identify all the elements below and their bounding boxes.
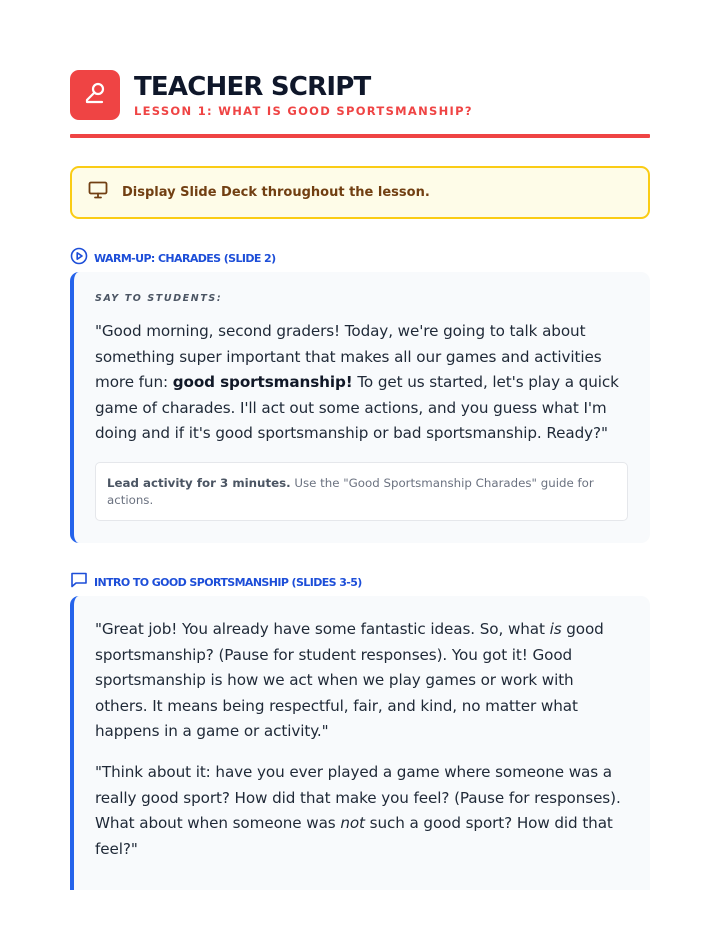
play-circle-icon xyxy=(70,247,88,270)
slide-deck-callout xyxy=(70,166,650,219)
warmup-script xyxy=(95,319,628,447)
note-text: Use the "Good Sportsmanship Charades" guide for actions. xyxy=(107,475,594,507)
intro-script-paragraph-1 xyxy=(95,617,628,745)
logo-badge xyxy=(70,70,120,120)
intro-card xyxy=(70,596,650,890)
lesson-subtitle: LESSON 1: WHAT IS GOOD SPORTSMANSHIP? xyxy=(134,104,473,118)
warmup-heading-label: WARM-UP: CHARADES (SLIDE 2) xyxy=(94,252,276,265)
note-emphasis: Lead activity for 3 minutes. xyxy=(107,475,291,490)
intro-script-part: good sportsmanship? (Pause for student responses). You got it! Good sportsmanship is how we act when we play games or work with others. It means being respectful, fair, and kind, no matter what happens in a game or activity." xyxy=(95,620,604,741)
monitor-icon xyxy=(88,181,108,204)
intro-script-paragraph-2 xyxy=(95,760,628,862)
warmup-script-part: "Good morning, second graders! Today, we're going to talk about something super important that makes all our games and activities more fun: xyxy=(95,322,602,392)
page-header xyxy=(70,70,650,138)
callout-text: Display Slide Deck throughout the lesson. xyxy=(122,185,430,200)
page-title: TEACHER SCRIPT xyxy=(134,72,371,102)
header-divider xyxy=(70,134,650,138)
intro-script-emphasis: is xyxy=(549,620,562,638)
speech-bubble-icon xyxy=(70,571,88,594)
intro-script-part: "Great job! You already have some fantastic ideas. So, what xyxy=(95,620,550,638)
warmup-instruction-note xyxy=(95,462,628,521)
say-to-students-label: SAY TO STUDENTS: xyxy=(95,293,223,304)
whistle-icon xyxy=(82,80,108,111)
intro-heading-label: INTRO TO GOOD SPORTSMANSHIP (SLIDES 3-5) xyxy=(94,576,362,589)
warmup-script-emphasis: good sportsmanship! xyxy=(172,373,353,392)
intro-script-part: such a good sport? How did that feel?" xyxy=(95,814,613,858)
warmup-card xyxy=(70,272,650,543)
warmup-script-part: To get us started, let's play a quick game of charades. I'll act out some actions, and you guess what I'm doing and if it's good sportsmanship or bad sportsmanship. Ready?" xyxy=(95,373,619,443)
intro-heading xyxy=(70,571,362,594)
intro-script-part: "Think about it: have you ever played a game where someone was a really good sport? How did that make you feel? (Pause for responses). What about when someone was xyxy=(95,762,621,833)
intro-script-emphasis: not xyxy=(340,814,365,833)
warmup-heading xyxy=(70,247,276,270)
